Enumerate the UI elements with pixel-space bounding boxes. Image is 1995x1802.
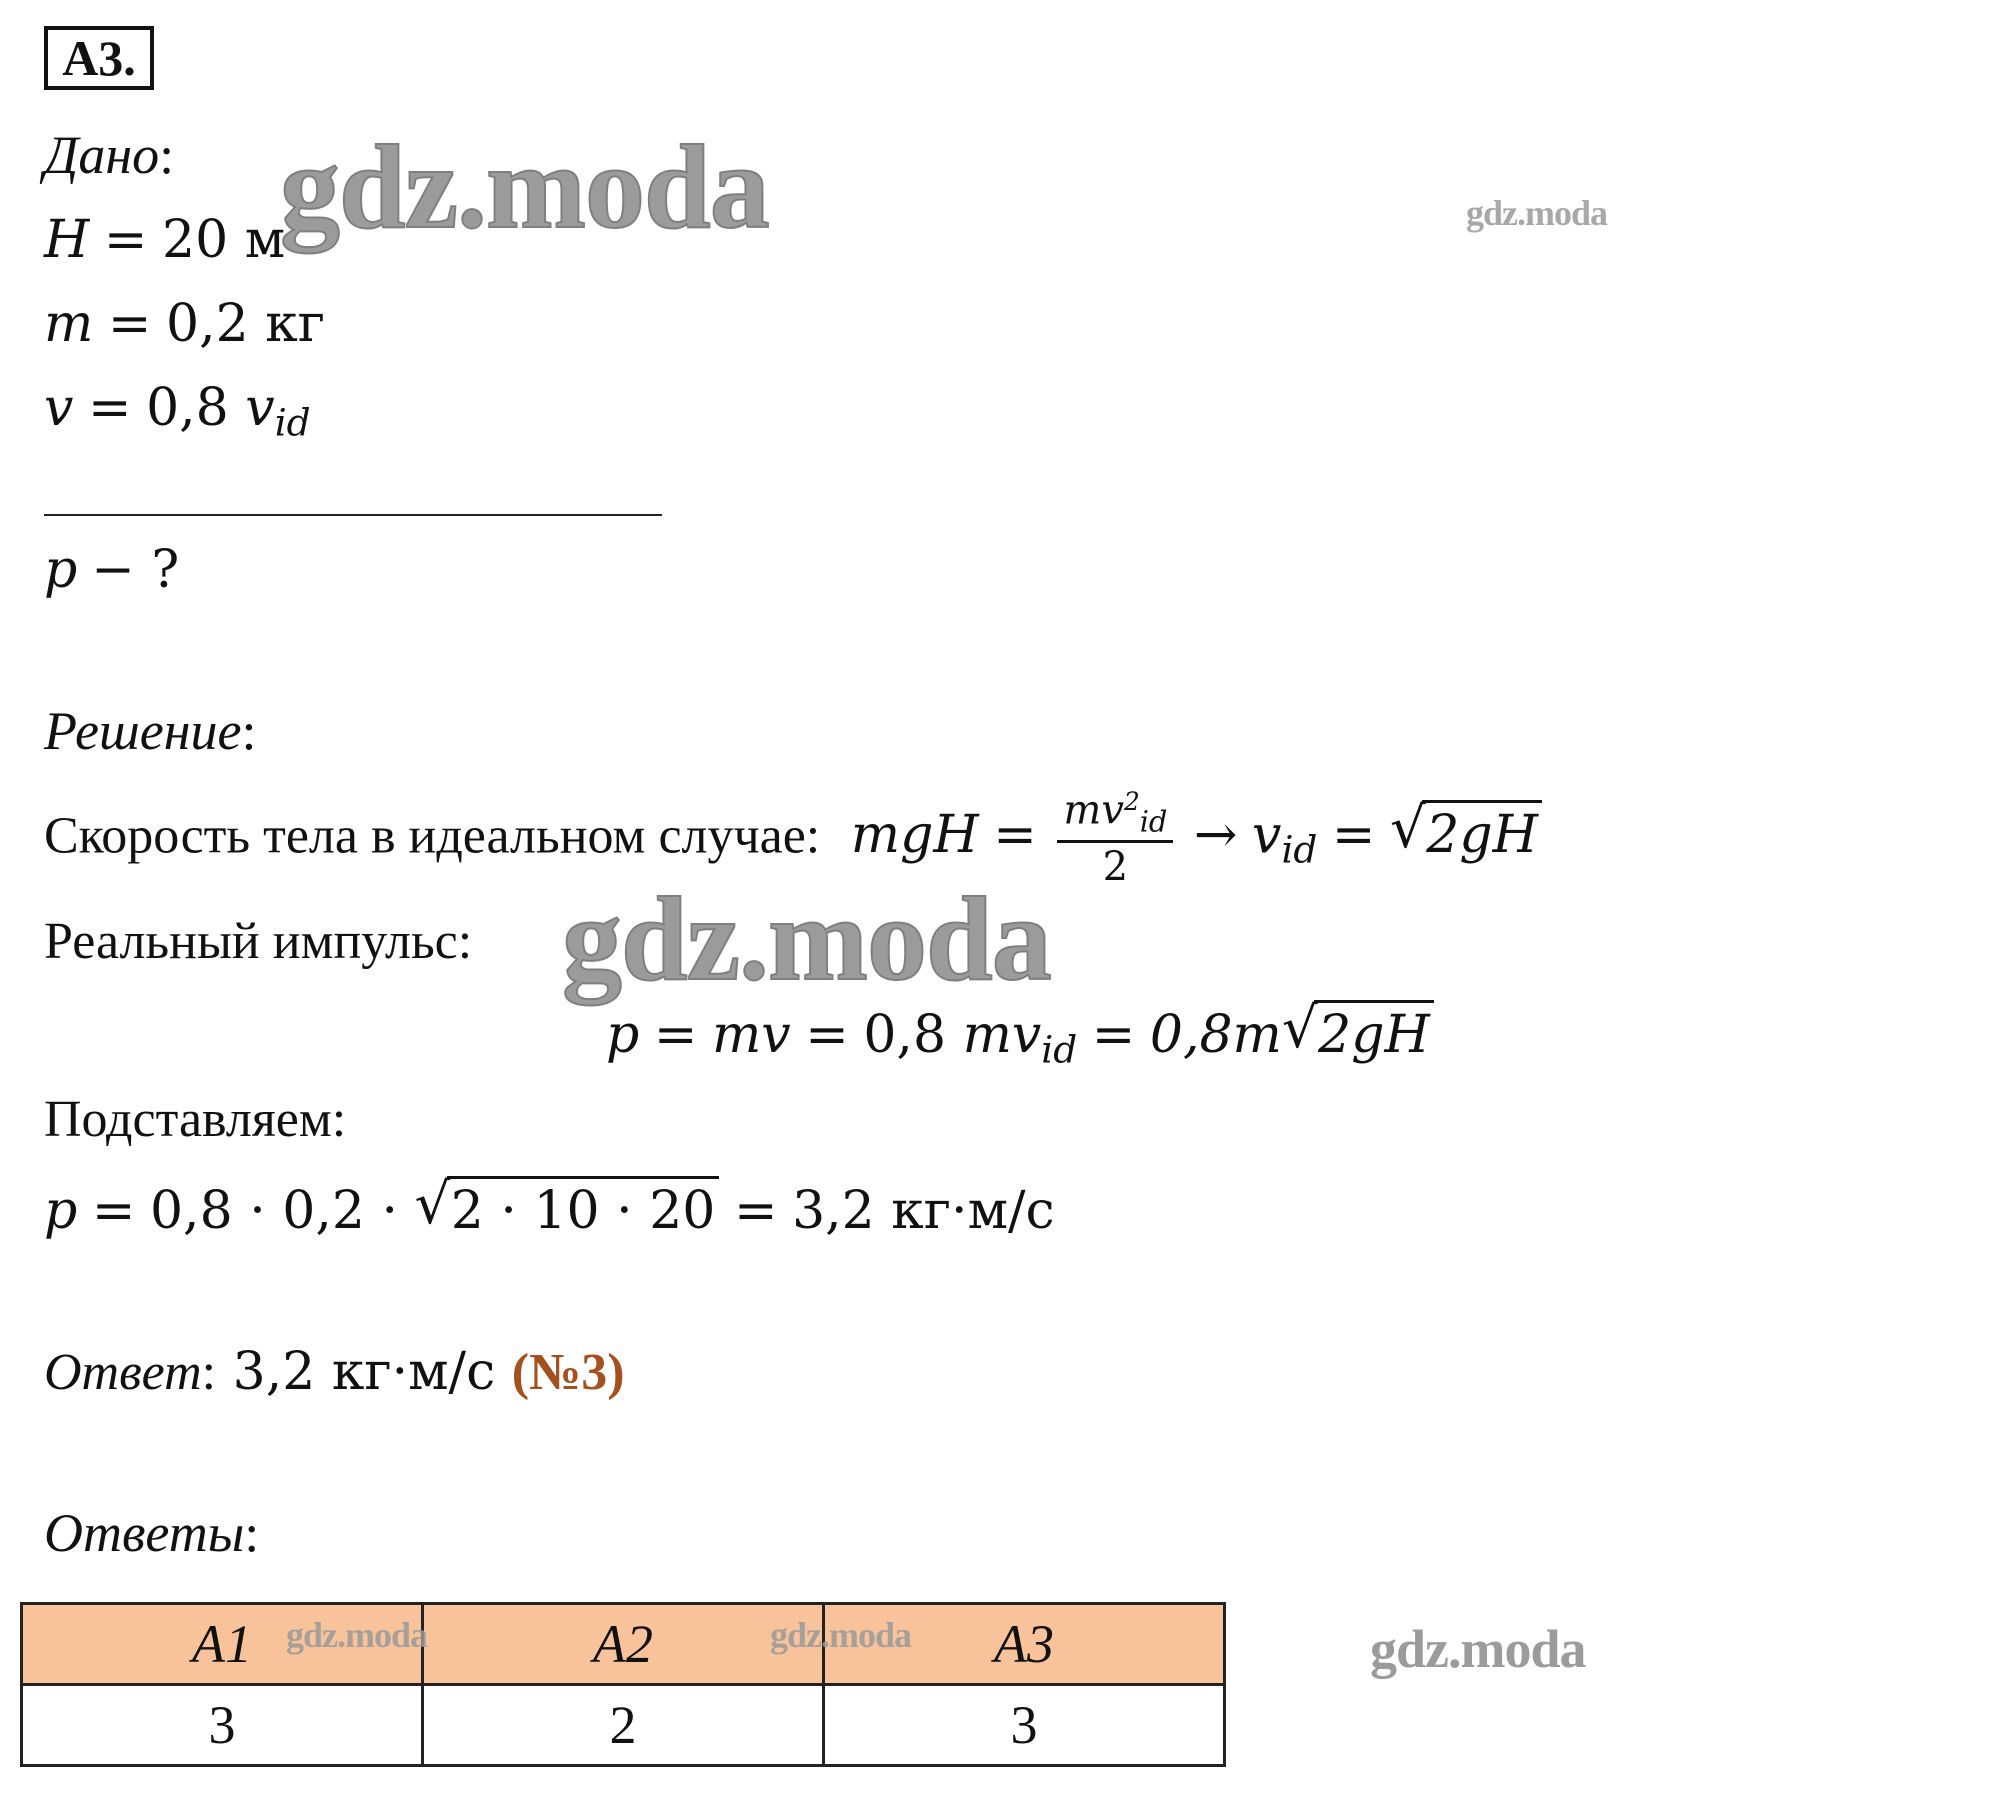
sqrt-2gH [1281, 995, 1434, 1065]
table-header-cell: A1 [22, 1604, 423, 1685]
answers-table [20, 1602, 1226, 1767]
coef: 0,8 [146, 378, 229, 438]
solution-heading-text: Решение [44, 701, 242, 761]
given-heading-text: Дано [44, 125, 160, 185]
answers-heading [44, 1502, 259, 1564]
given-heading-colon: : [159, 125, 175, 185]
table-cell: 3 [22, 1685, 423, 1766]
eq-sign: = [107, 294, 152, 354]
var-p: p [44, 540, 78, 600]
radical-icon: √ [1281, 995, 1318, 1061]
table-header-cell: A2 [423, 1604, 824, 1685]
answer-line [44, 1342, 625, 1402]
calc-result: 3,2 кг·м/с [792, 1181, 1055, 1241]
task-label: А3. [44, 26, 154, 90]
solution-heading [44, 700, 257, 762]
watermark-logo: gdz.moda [562, 872, 1051, 1005]
sqrt-2gH [1390, 795, 1542, 866]
calc-line [44, 1171, 1055, 1241]
momentum-formula [606, 995, 1434, 1072]
numerator-mv: mv [1063, 787, 1124, 834]
eq-sign: = [805, 1005, 849, 1065]
var-v: v [44, 378, 74, 438]
fraction-numerator [1057, 787, 1173, 843]
answers-heading-colon: : [244, 1503, 260, 1563]
eq-sign: = [1091, 1005, 1136, 1065]
subscript-id: id [1041, 1027, 1078, 1072]
radicand: 2gH [1422, 800, 1542, 865]
eq-sign: = [1331, 805, 1376, 866]
solution-line-2: Реальный импульс: [44, 913, 473, 970]
arrow-icon: → [1193, 805, 1238, 866]
value-H: 20 м [162, 210, 286, 270]
var-m: m [44, 294, 94, 354]
solution-heading-colon: : [241, 701, 257, 761]
var-v-id: v [1252, 805, 1282, 866]
watermark-logo: gdz.moda [286, 1615, 428, 1655]
eq-sign: = [733, 1181, 778, 1241]
watermark-logo: gdz.moda [1466, 193, 1608, 233]
fraction-denominator: 2 [1102, 844, 1129, 891]
substitute-label: Подставляем: [44, 1091, 347, 1148]
term-0-8m: 0,8m [1149, 1005, 1282, 1065]
given-velocity [44, 378, 311, 444]
subscript-id: id [1281, 827, 1318, 872]
table-header-cell: A3 [824, 1604, 1225, 1685]
term-mv: mv [711, 1005, 791, 1065]
coef: 0,8 [863, 1005, 947, 1065]
eq-sign: = [653, 1005, 698, 1065]
eq-sign: = [103, 210, 148, 270]
given-mass [44, 294, 325, 354]
given-divider [44, 514, 662, 516]
var-H: H [44, 210, 90, 270]
eq-sign: = [87, 378, 132, 438]
ideal-speed-text: Скорость тела в идеальном случае: [44, 807, 821, 865]
answer-number: (№3) [511, 1344, 625, 1401]
term-mv-id: mv [962, 1005, 1042, 1065]
table-cell: 3 [824, 1685, 1225, 1766]
table-header-row [22, 1604, 1225, 1685]
var-p: p [606, 1005, 640, 1065]
given-heading [44, 124, 174, 186]
watermark-logo: gdz.moda [280, 120, 769, 253]
radical-icon: √ [414, 1171, 451, 1237]
find-question: − ? [91, 540, 180, 600]
fraction-kinetic-energy [1057, 787, 1173, 891]
var-v-id: v [245, 378, 275, 438]
radicand: 2gH [1314, 1000, 1434, 1065]
subscript-id: id [274, 400, 311, 445]
sqrt-calc [414, 1171, 720, 1241]
table-cell: 2 [423, 1685, 824, 1766]
var-p: p [44, 1181, 78, 1241]
lhs-mgH: mgH [850, 805, 979, 866]
calc-factors: 0,8 · 0,2 · [149, 1181, 399, 1241]
given-height [44, 210, 285, 270]
eq-sign: = [91, 1181, 136, 1241]
answers-heading-text: Ответы [44, 1503, 245, 1563]
table-row [22, 1685, 1225, 1766]
radical-icon: √ [1390, 795, 1426, 861]
superscript-2: 2 [1123, 787, 1140, 816]
eq-sign: = [993, 805, 1037, 866]
answer-colon: : [201, 1344, 217, 1401]
watermark-logo: gdz.moda [1370, 1619, 1586, 1679]
watermark-logo: gdz.moda [770, 1615, 912, 1655]
subscript-id: id [1139, 804, 1168, 839]
find-line [44, 540, 179, 600]
value-m: 0,2 кг [165, 294, 325, 354]
answer-heading: Ответ [44, 1344, 202, 1401]
radicand: 2 · 10 · 20 [447, 1176, 720, 1241]
answer-value: 3,2 кг·м/с [232, 1342, 496, 1402]
